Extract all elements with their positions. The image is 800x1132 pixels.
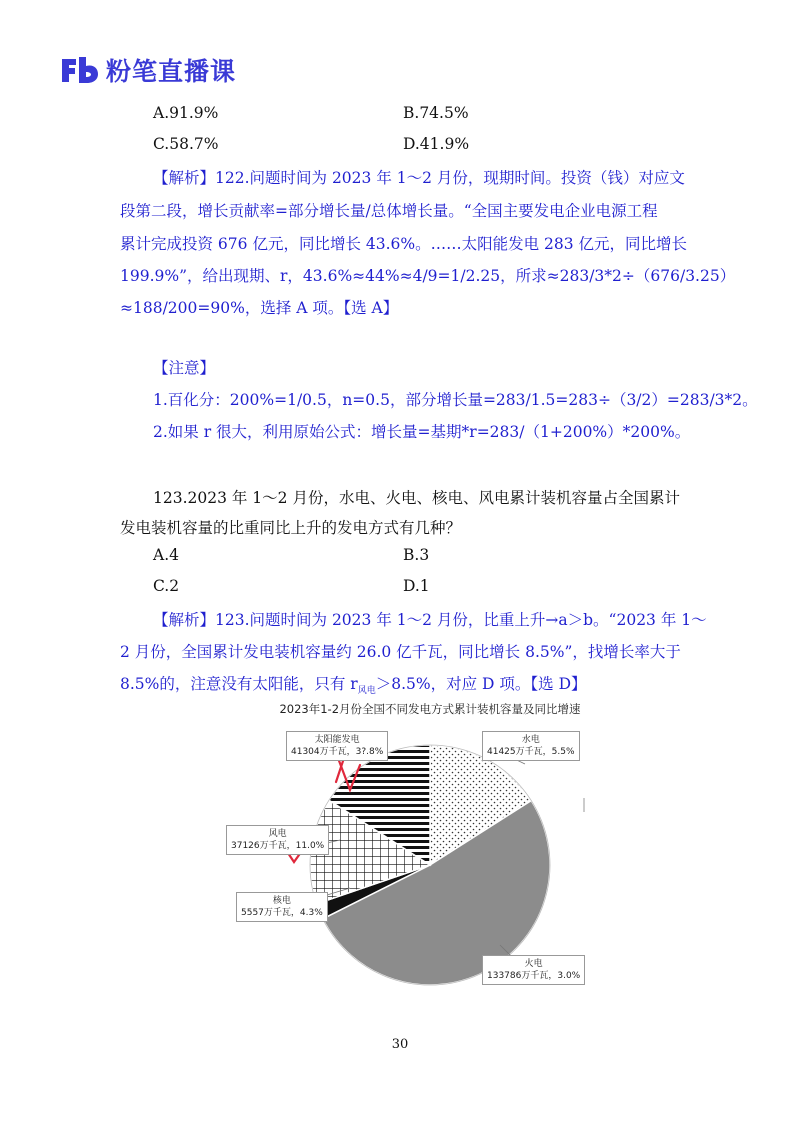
q123-stem-line: 发电装机容量的比重同比上升的发电方式有几种？ xyxy=(120,519,462,537)
nuclear-label: 5557万千瓦，4.3% xyxy=(241,908,323,918)
q122-option-c: C.58.7% xyxy=(153,135,219,153)
callout-hydro xyxy=(482,731,580,761)
brand-logo xyxy=(60,52,236,88)
q123-option-b: B.3 xyxy=(403,546,430,564)
q123-analysis-text: 8.5%的，注意没有太阳能，只有 r xyxy=(120,675,358,693)
brand-name: 粉笔直播课 xyxy=(106,57,237,86)
q122-option-a: A.91.9% xyxy=(153,104,219,122)
thermal-name: 火电 xyxy=(524,959,543,969)
q122-analysis-line: 【解析】122.问题时间为 2023 年 1～2 月份，现期时间。投资（钱）对应文 xyxy=(153,169,685,187)
solar-name: 太阳能发电 xyxy=(314,735,360,745)
solar-label: 41304万千瓦，3?.8% xyxy=(291,747,384,757)
thermal-label: 133786万千瓦，3.0% xyxy=(487,971,581,981)
hydro-name: 水电 xyxy=(521,735,540,745)
q123-analysis-text: ＞8.5%，对应 D 项。【选 D】 xyxy=(375,675,587,693)
fb-logo-icon xyxy=(60,55,100,85)
q123-stem-line: 123.2023 年 1～2 月份，水电、火电、核电、风电累计装机容量占全国累计 xyxy=(153,489,680,507)
q123-option-c: C.2 xyxy=(153,577,180,595)
q123-analysis-line-3 xyxy=(120,672,587,696)
q122-analysis-line: 累计完成投资 676 亿元，同比增长 43.6%。……太阳能发电 283 亿元，同比增长 xyxy=(120,235,688,253)
q122-analysis-line: 段第二段，增长贡献率=部分增长量/总体增长量。“全国主要发电企业电源工程 xyxy=(120,202,658,220)
page-number: 30 xyxy=(391,1037,409,1052)
q122-option-b: B.74.5% xyxy=(403,104,469,122)
callout-thermal xyxy=(482,955,585,985)
note-title: 【注意】 xyxy=(153,359,216,377)
q123-analysis-line: 【解析】123.问题时间为 2023 年 1～2 月份，比重上升→a＞b。“2023 年 1～ xyxy=(153,611,707,629)
q123-option-d: D.1 xyxy=(403,577,430,595)
wind-name: 风电 xyxy=(268,829,287,839)
note-line: 1.百化分：200%=1/0.5，n=0.5，部分增长量=283/1.5=283÷（3/2）=283/3*2。 xyxy=(153,391,758,409)
callout-solar xyxy=(286,731,388,761)
q122-analysis-line: ≈188/200=90%，选择 A 项。【选 A】 xyxy=(120,299,399,317)
callout-nuclear xyxy=(236,892,328,922)
hydro-label: 41425万千瓦，5.5% xyxy=(487,747,575,757)
wind-label: 37126万千瓦，11.0% xyxy=(231,841,325,851)
q122-analysis-line: 199.9%”，给出现期、r，43.6%≈44%≈4/9=1/2.25，所求≈283/3*2÷（676/3.25） xyxy=(120,267,736,285)
q123-analysis-line: 2 月份，全国累计发电装机容量约 26.0 亿千瓦，同比增长 8.5%”，找增长率大于 xyxy=(120,643,681,661)
wind-subscript: 风电 xyxy=(357,686,376,697)
q122-option-d: D.41.9% xyxy=(403,135,470,153)
callout-wind xyxy=(226,825,329,855)
note-line: 2.如果 r 很大，利用原始公式：增长量=基期*r=283/（1+200%）*200%。 xyxy=(153,423,691,441)
q123-option-a: A.4 xyxy=(153,546,179,564)
nuclear-name: 核电 xyxy=(272,896,291,906)
chart-title: 2023年1-2月份全国不同发电方式累计装机容量及同比增速 xyxy=(279,702,581,716)
